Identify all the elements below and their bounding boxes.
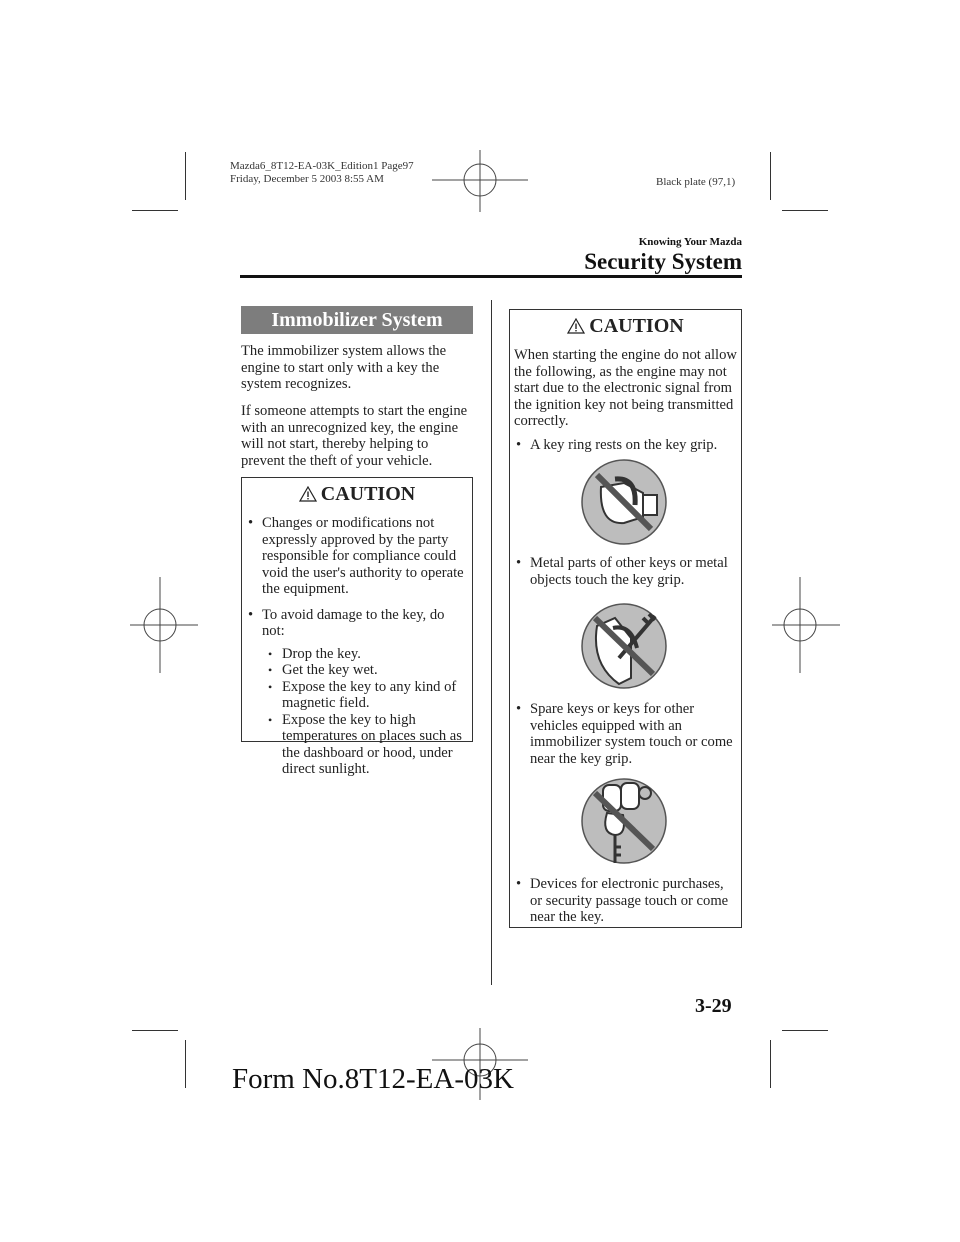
list-item bbox=[242, 515, 466, 598]
crop-mark bbox=[782, 1030, 828, 1031]
crop-mark bbox=[132, 210, 178, 211]
sub-list-item bbox=[262, 646, 466, 663]
registration-mark-icon bbox=[430, 150, 530, 230]
warning-triangle-icon bbox=[567, 318, 585, 334]
caution-list bbox=[510, 555, 739, 597]
sub-list-item bbox=[262, 662, 466, 679]
caution-item-text: Changes or modifications not expressly approved by the party responsible for compliance could void the user's authority to operate the equipment. bbox=[262, 515, 464, 597]
crop-mark bbox=[185, 152, 186, 200]
caution-box-left bbox=[241, 477, 473, 777]
sub-item-text: Get the key wet. bbox=[282, 662, 378, 678]
sub-item-text: Expose the key to any kind of magnetic field. bbox=[282, 678, 457, 711]
list-item bbox=[510, 701, 739, 767]
registration-mark-icon bbox=[120, 575, 200, 675]
section-subtitle: Knowing Your Mazda bbox=[638, 236, 742, 248]
caution-box-right bbox=[509, 309, 742, 928]
caution-item-text: A key ring rests on the key grip. bbox=[530, 437, 718, 453]
immobilizer-banner: Immobilizer System bbox=[241, 306, 473, 334]
list-item bbox=[510, 437, 739, 454]
caution-list bbox=[510, 701, 739, 776]
sub-list-item bbox=[262, 712, 466, 778]
file-info bbox=[230, 160, 414, 186]
section-title: Security System bbox=[584, 249, 742, 274]
intro-paragraph: The immobilizer system allows the engine to start only with a key the system recognizes. bbox=[241, 343, 447, 392]
list-item bbox=[510, 876, 739, 926]
crop-mark bbox=[132, 1030, 178, 1031]
file-info-line1: Mazda6_8T12-EA-03K_Edition1 Page97 bbox=[230, 160, 414, 172]
caution-heading bbox=[242, 482, 472, 506]
warning-triangle-icon bbox=[299, 486, 317, 502]
file-info-line2: Friday, December 5 2003 8:55 AM bbox=[230, 173, 384, 185]
column-divider bbox=[491, 300, 492, 985]
metal-keys-prohibited-icon bbox=[579, 598, 669, 693]
caution-item-text: Devices for electronic purchases, or security passage touch or come near the key. bbox=[530, 876, 729, 925]
caution-item-text: To avoid damage to the key, do not: bbox=[262, 606, 445, 639]
caution-item-text: Metal parts of other keys or metal objects touch the key grip. bbox=[530, 555, 728, 588]
caution-item-text: Spare keys or keys for other vehicles equipped with an immobilizer system touch or come near the key grip. bbox=[530, 701, 733, 767]
sub-list bbox=[262, 646, 466, 778]
page-number: 3-29 bbox=[695, 995, 732, 1017]
sub-item-text: Drop the key. bbox=[282, 645, 361, 662]
caution-title: CAUTION bbox=[320, 483, 416, 505]
caution-list bbox=[242, 515, 472, 778]
crop-mark bbox=[185, 1040, 186, 1088]
crop-mark bbox=[782, 210, 828, 211]
plate-label: Black plate (97,1) bbox=[656, 176, 736, 188]
registration-mark-icon bbox=[770, 575, 850, 675]
header-rule bbox=[240, 275, 742, 278]
caution-intro: When starting the engine do not allow the following, as the engine may not start due to the electronic signal from the ignition key not being transmitted correctly. bbox=[514, 347, 737, 429]
caution-list bbox=[510, 876, 739, 935]
crop-mark bbox=[770, 1040, 771, 1088]
key-ring-prohibited-icon bbox=[579, 457, 669, 547]
list-item bbox=[242, 607, 466, 778]
caution-title: CAUTION bbox=[589, 315, 684, 337]
theft-paragraph: If someone attempts to start the engine with an unrecognized key, the engine will not start, thereby helping to prevent the theft of your vehicle. bbox=[241, 403, 468, 469]
crop-mark bbox=[770, 152, 771, 200]
spare-keys-prohibited-icon bbox=[579, 773, 669, 868]
list-item bbox=[510, 555, 739, 588]
form-number: Form No.8T12-EA-03K bbox=[232, 1063, 514, 1095]
caution-heading bbox=[510, 314, 741, 338]
sub-item-text: Expose the key to high temperatures on places such as the dashboard or hood, under direct sunlight. bbox=[282, 711, 462, 777]
sub-list-item bbox=[262, 679, 466, 712]
